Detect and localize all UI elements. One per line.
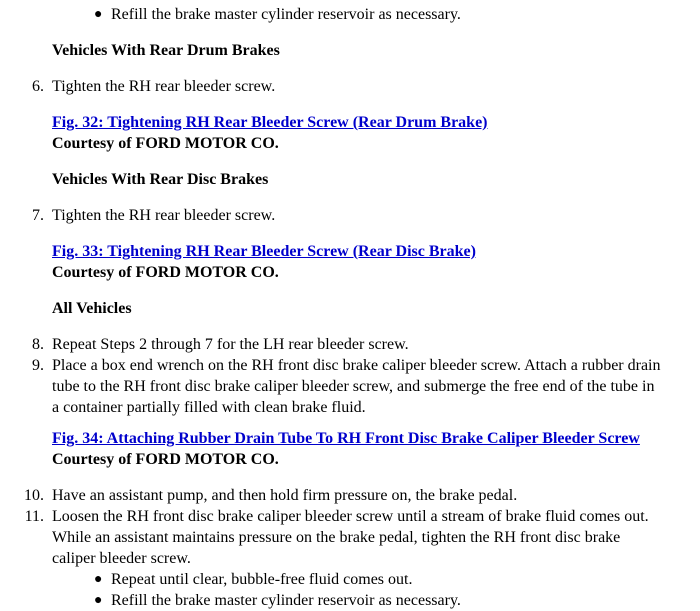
list-item <box>94 569 664 590</box>
step-text: Place a box end wrench on the RH front disc brake caliper bleeder screw. Attach a rubber drain tube to the RH front disc brake caliper bleeder screw, and submerge the free end of the tube in a container partially filled with clean brake fluid. <box>52 357 661 416</box>
figure-reference-33 <box>52 241 664 283</box>
section-heading-rear-drum-brakes: Vehicles With Rear Drum Brakes <box>52 42 280 59</box>
step-text: Repeat Steps 2 through 7 for the LH rear bleeder screw. <box>52 336 409 353</box>
courtesy-text: Courtesy of FORD MOTOR CO. <box>52 135 279 152</box>
bullet-icon: ● <box>94 7 103 22</box>
step-number: 9. <box>32 357 44 374</box>
list-item <box>94 4 664 25</box>
section-heading-rear-disc-brakes: Vehicles With Rear Disc Brakes <box>52 171 269 188</box>
step-9 <box>20 355 664 418</box>
step-11 <box>20 506 664 569</box>
section-heading-all-vehicles: All Vehicles <box>52 300 132 317</box>
bullet-icon: ● <box>94 572 103 587</box>
step-10 <box>20 485 664 506</box>
bullet-text: Repeat until clear, bubble-free fluid comes out. <box>111 571 413 588</box>
step-number: 10. <box>24 487 44 504</box>
step-text: Tighten the RH rear bleeder screw. <box>52 207 276 224</box>
step-7 <box>20 205 664 226</box>
step-6 <box>20 76 664 97</box>
figure-32-link[interactable]: Fig. 32: Tightening RH Rear Bleeder Screw (Rear Drum Brake) <box>52 114 488 131</box>
bullet-text: Refill the brake master cylinder reservoir as necessary. <box>111 592 461 609</box>
bullet-icon: ● <box>94 593 103 608</box>
step-number: 11. <box>24 508 44 525</box>
step-text: Have an assistant pump, and then hold firm pressure on, the brake pedal. <box>52 487 518 504</box>
courtesy-text: Courtesy of FORD MOTOR CO. <box>52 451 279 468</box>
step-number: 6. <box>32 78 44 95</box>
step-8 <box>20 334 664 355</box>
step-text: Tighten the RH rear bleeder screw. <box>52 78 276 95</box>
courtesy-text: Courtesy of FORD MOTOR CO. <box>52 264 279 281</box>
figure-reference-34 <box>52 428 664 470</box>
figure-33-link[interactable]: Fig. 33: Tightening RH Rear Bleeder Screw (Rear Disc Brake) <box>52 243 476 260</box>
bullet-text: Refill the brake master cylinder reservoir as necessary. <box>111 6 461 23</box>
step-text: Loosen the RH front disc brake caliper bleeder screw until a stream of brake fluid comes out. While an assistant maintains pressure on the brake pedal, tighten the RH front disc brake caliper bleeder screw. <box>52 508 649 567</box>
step-number: 8. <box>32 336 44 353</box>
step-number: 7. <box>32 207 44 224</box>
figure-34-link[interactable]: Fig. 34: Attaching Rubber Drain Tube To RH Front Disc Brake Caliper Bleeder Screw <box>52 430 640 447</box>
figure-reference-32 <box>52 112 664 154</box>
list-item <box>94 590 664 611</box>
